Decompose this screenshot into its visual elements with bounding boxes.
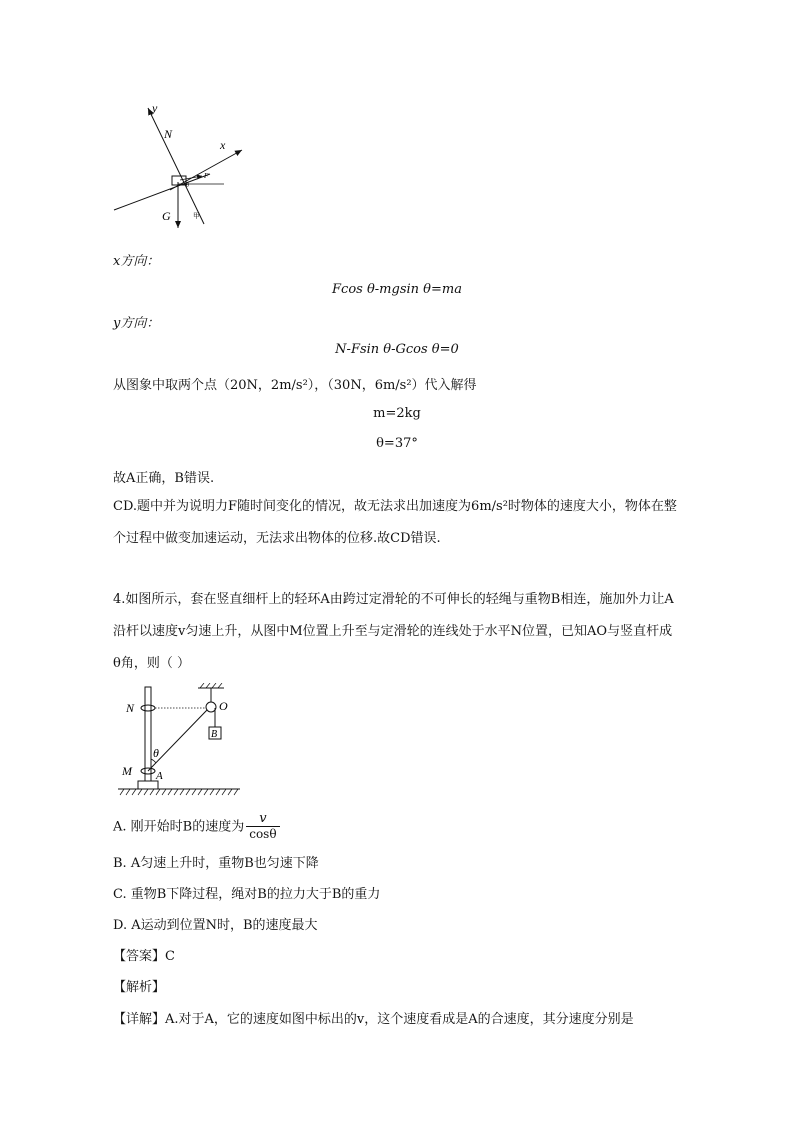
label-G: G (162, 209, 171, 223)
label-jia: 甲 (193, 212, 200, 220)
label-x: x (220, 138, 226, 152)
analysis-label: 【解析】 (113, 980, 166, 995)
incline-line (114, 174, 210, 210)
points-text: 从图象中取两个点（20N，2m/s²），（30N，6m/s²）代入解得 (113, 378, 477, 393)
fraction-denominator: cosθ (246, 826, 279, 842)
option-b: B. A匀速上升时，重物B也匀速下降 (113, 856, 319, 871)
equation-y: N-Fsin θ-Gcos θ=0 (335, 342, 459, 357)
cd-paragraph: CD.题中并为说明力F随时间变化的情况，故无法求出加速度为6m/s²时物体的速度大小，物体在整个过程中做变加速运动，无法求出物体的位移.故CD错误. (113, 499, 677, 546)
label-O: O (219, 699, 228, 713)
conclusion-ab: 故A正确，B错误. (113, 471, 215, 486)
detail-text: 【详解】A.对于A，它的速度如图中标出的v，这个速度看成是A的合速度，其分速度分别是 (113, 1012, 634, 1027)
equation-x: Fcos θ-mgsin θ=ma (332, 282, 462, 297)
option-a-text: A. 刚开始时B的速度为 (113, 819, 245, 835)
option-a-fraction (246, 812, 279, 842)
label-y: y (152, 101, 158, 115)
label-N: N (164, 127, 173, 141)
label-N: N (126, 701, 135, 715)
force-diagram-figure (110, 98, 250, 234)
x-direction-label: x方向： (113, 254, 160, 269)
result-mass: m=2kg (373, 406, 421, 421)
answer-label: 【答案】C (113, 949, 175, 964)
label-F: F (204, 172, 209, 180)
option-a (113, 812, 280, 842)
y-direction-label: y方向： (113, 316, 160, 331)
y-axis-arrow (148, 108, 204, 224)
vertical-pole (145, 687, 151, 781)
option-c: C. 重物B下降过程，绳对B的拉力大于B的重力 (113, 887, 381, 902)
fraction-numerator: v (259, 811, 267, 826)
label-theta: θ (186, 183, 189, 189)
rope-AO (148, 710, 207, 771)
label-A: A (156, 770, 163, 782)
result-angle: θ=37° (376, 436, 418, 451)
label-B: B (211, 729, 218, 740)
label-M: M (122, 764, 132, 778)
label-theta: θ (153, 746, 159, 760)
pulley-diagram-figure (114, 683, 244, 799)
option-d: D. A运动到位置N时，B的速度最大 (113, 918, 318, 933)
question-4-stem: 4.如图所示，套在竖直细杆上的轻环A由跨过定滑轮的不可伸长的轻绳与重物B相连，施加外力让A沿杆以速度v匀速上升，从图中M位置上升至与定滑轮的连线处于水平N位置，已知AO与竖直杆成 θ角，则（ ） (113, 592, 674, 671)
